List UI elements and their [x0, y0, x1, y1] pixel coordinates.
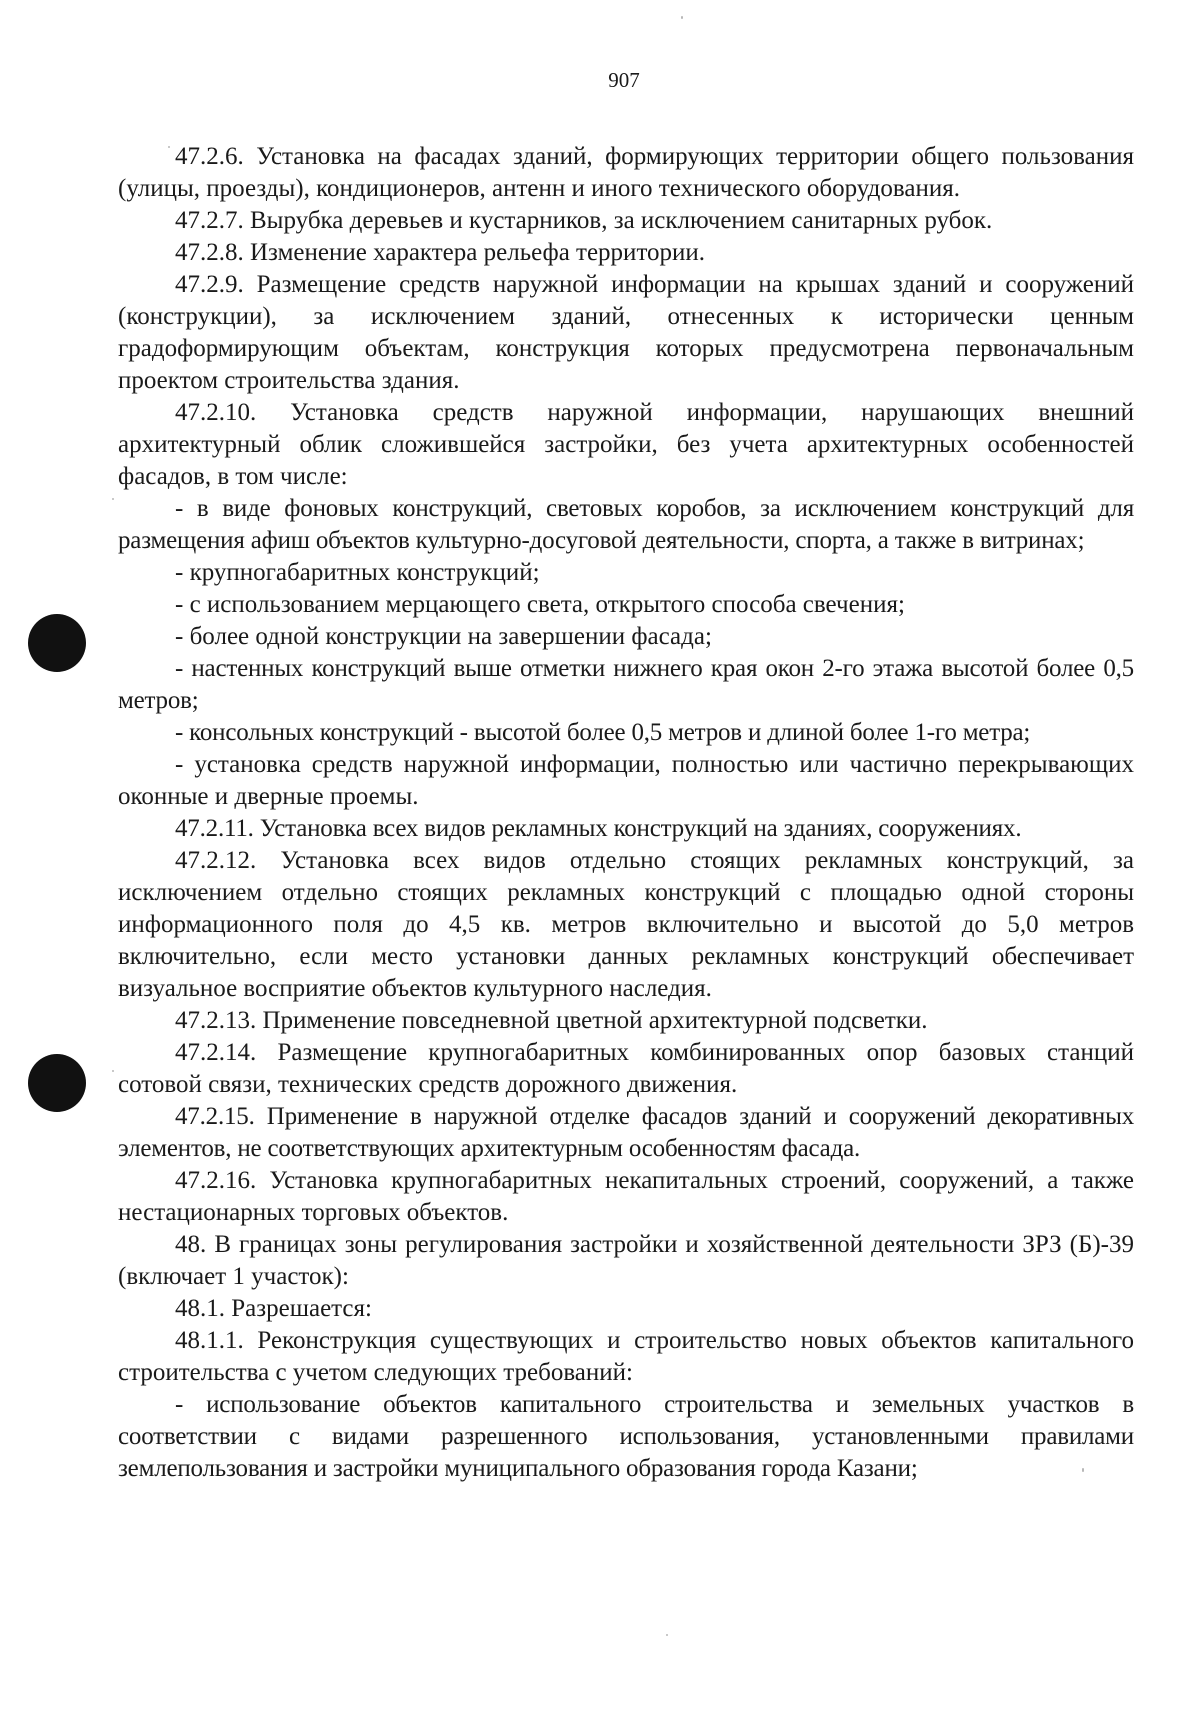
document-body	[118, 141, 1134, 1485]
list-item-window-overlap: - установка средств наружной информации, полностью или частично перекрывающих оконные и дверные проемы.	[118, 751, 1134, 810]
list-item-background-constructions: - в виде фоновых конструкций, световых коробов, за исключением конструкций для размещения афиш объектов культурно-досуговой деятельности, спорта, а также в витринах;	[118, 495, 1134, 554]
paragraph-48-1: 48.1. Разрешается:	[175, 1295, 372, 1322]
scan-speck	[666, 1634, 668, 1636]
punch-hole-upper	[28, 614, 86, 672]
paragraph-47-2-7: 47.2.7. Вырубка деревьев и кустарников, за исключением санитарных рубок.	[175, 207, 993, 234]
paragraph-47-2-8: 47.2.8. Изменение характера рельефа территории.	[175, 239, 706, 266]
scan-speck	[112, 498, 114, 500]
page-number: 907	[608, 68, 640, 92]
paragraph-47-2-9: 47.2.9. Размещение средств наружной информации на крышах зданий и сооружений (конструкции), за исключением зданий, отнесенных к исторически ценным градоформирующим объектам, конструкция которых предусмотрена первоначальным проектом строительства здания.	[118, 271, 1134, 394]
scan-speck	[168, 146, 170, 148]
punch-hole-lower	[28, 1054, 86, 1112]
paragraph-48-1-1: 48.1.1. Реконструкция существующих и строительство новых объектов капитального строительства с учетом следующих требований:	[118, 1327, 1134, 1386]
scan-speck	[681, 16, 683, 19]
list-item-large-constructions: - крупногабаритных конструкций;	[175, 559, 540, 586]
paragraph-47-2-13: 47.2.13. Применение повседневной цветной архитектурной подсветки.	[175, 1007, 928, 1034]
paragraph-47-2-6: 47.2.6. Установка на фасадах зданий, формирующих территории общего пользования (улицы, проезды), кондиционеров, антенн и иного технического оборудования.	[118, 143, 1134, 202]
paragraph-47-2-16: 47.2.16. Установка крупногабаритных некапитальных строений, сооружений, а также нестационарных торговых объектов.	[118, 1167, 1134, 1226]
paragraph-47-2-11: 47.2.11. Установка всех видов рекламных конструкций на зданиях, сооружениях.	[175, 815, 1022, 842]
paragraph-47-2-10: 47.2.10. Установка средств наружной информации, нарушающих внешний архитектурный облик сложившейся застройки, без учета архитектурных особенностей фасадов, в том числе:	[118, 399, 1134, 490]
list-item-facade-completion: - более одной конструкции на завершении фасада;	[175, 623, 712, 650]
list-item-wall-constructions: - настенных конструкций выше отметки нижнего края окон 2-го этажа высотой более 0,5 метров;	[118, 655, 1134, 714]
list-item-console-constructions: - консольных конструкций - высотой более 0,5 метров и длиной более 1-го метра;	[175, 719, 1031, 746]
paragraph-47-2-15: 47.2.15. Применение в наружной отделке фасадов зданий и сооружений декоративных элементов, не соответствующих архитектурным особенностям фасада.	[118, 1103, 1134, 1162]
scan-speck	[112, 1070, 114, 1072]
scan-speck	[1082, 1468, 1084, 1472]
list-item-land-use: - использование объектов капитального строительства и земельных участков в соответствии с видами разрешенного использования, установленными правилами землепользования и застройки муниципального образования города Казани;	[118, 1391, 1134, 1482]
paragraph-47-2-14: 47.2.14. Размещение крупногабаритных комбинированных опор базовых станций сотовой связи, технических средств дорожного движения.	[118, 1039, 1134, 1098]
paragraph-47-2-12: 47.2.12. Установка всех видов отдельно стоящих рекламных конструкций, за исключением отдельно стоящих рекламных конструкций с площадью одной стороны информационного поля до 4,5 кв. метров включительно и высотой до 5,0 метров включительно, если место установки данных рекламных конструкций обеспечивает визуальное восприятие объектов культурного наследия.	[118, 847, 1134, 1002]
paragraph-48: 48. В границах зоны регулирования застройки и хозяйственной деятельности ЗРЗ (Б)-39 (включает 1 участок):	[118, 1231, 1134, 1290]
list-item-flickering-light: - с использованием мерцающего света, открытого способа свечения;	[175, 591, 905, 618]
